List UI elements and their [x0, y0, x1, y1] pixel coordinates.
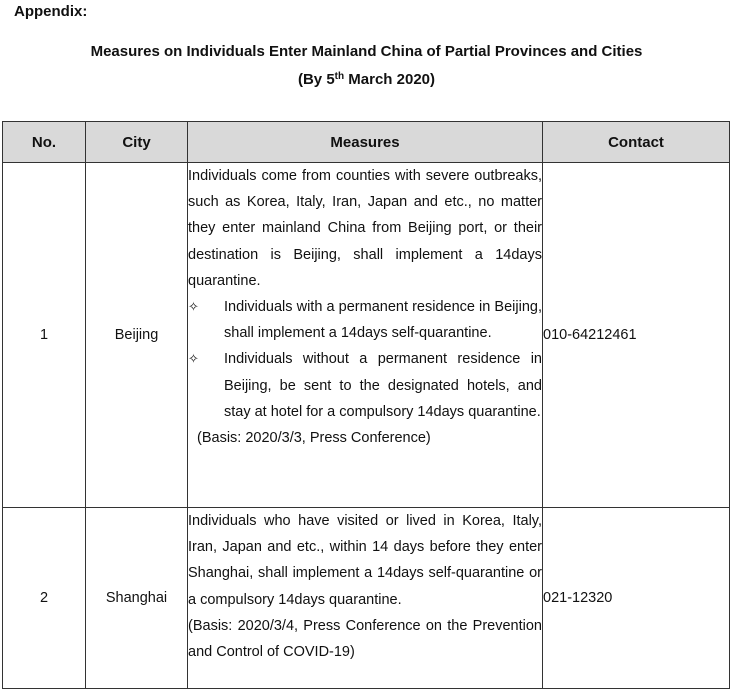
row-city: Beijing: [86, 163, 188, 508]
measures-bullet: [188, 294, 542, 346]
header-no: No.: [3, 122, 86, 163]
row-measures: [188, 508, 543, 689]
document-subtitle: [0, 71, 733, 88]
four-point-star-icon: ✧: [188, 299, 199, 315]
bullet-text: Individuals without a permanent residence in Beijing, be sent to the designated hotels, and stay at hotel for a compulsory 14days quarantine.: [224, 351, 542, 420]
appendix-label: Appendix:: [14, 3, 88, 20]
subtitle-prefix: (By 5: [297, 71, 335, 88]
measures-intro: Individuals who have visited or lived in Korea, Italy, Iran, Japan and etc., within 14 days before they enter Shanghai, shall implement a 14days self-quarantine or a compulsory 14days quarantine.: [188, 513, 542, 608]
measures-basis: (Basis: 2020/3/3, Press Conference): [197, 430, 431, 447]
document-title: Measures on Individuals Enter Mainland China of Partial Provinces and Cities: [90, 43, 643, 60]
row-contact: 021-12320: [543, 508, 730, 689]
header-measures: Measures: [188, 122, 543, 163]
subtitle-superscript: th: [334, 71, 345, 82]
table-row: [3, 508, 730, 689]
four-point-star-icon: ✧: [188, 351, 199, 367]
row-number: 1: [3, 163, 86, 508]
header-city: City: [86, 122, 188, 163]
row-measures: [188, 163, 543, 508]
subtitle-suffix: March 2020): [344, 71, 436, 88]
measures-basis: (Basis: 2020/3/4, Press Conference on the Prevention and Control of COVID-19): [188, 617, 542, 661]
measures-bullet: [188, 346, 542, 425]
row-city: Shanghai: [86, 508, 188, 689]
header-contact: Contact: [543, 122, 730, 163]
measures-intro: Individuals come from counties with severe outbreaks, such as Korea, Italy, Iran, Japan and etc., no matter they enter mainland China from Beijing port, or their destination is Beijing, shall implement a 14days quarantine.: [188, 168, 542, 289]
row-contact: 010-64212461: [543, 163, 730, 508]
bullet-text: Individuals with a permanent residence in Beijing, shall implement a 14days self-quarantine.: [224, 299, 542, 342]
table-row: [3, 163, 730, 508]
row-number: 2: [3, 508, 86, 689]
table-header-row: [3, 122, 730, 163]
measures-table: [2, 121, 730, 689]
